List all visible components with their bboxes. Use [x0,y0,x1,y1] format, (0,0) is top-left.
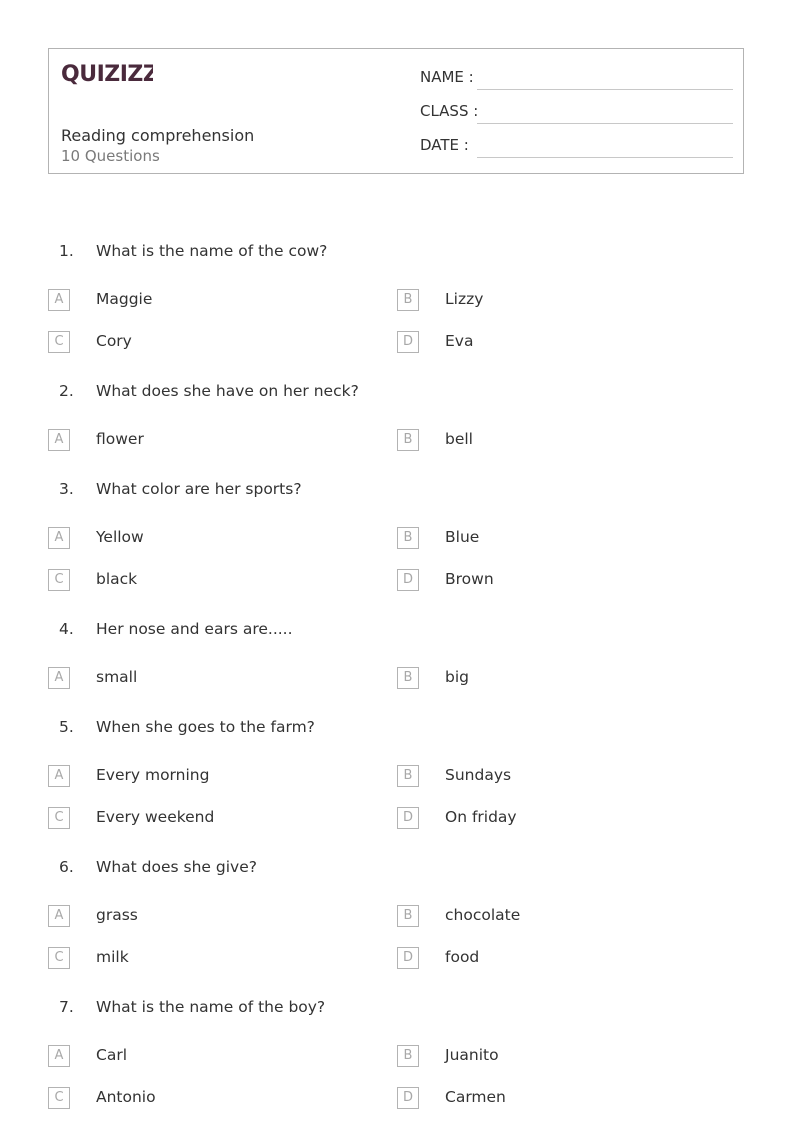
question-6 [0,858,794,882]
question-number: 7. [59,998,74,1016]
option-letter-box: A [48,429,70,451]
option-text: Lizzy [445,290,484,308]
option-letter-box: C [48,807,70,829]
q6-option-a[interactable] [48,905,368,929]
q7-option-b[interactable] [397,1045,717,1069]
option-text: bell [445,430,473,448]
option-text: Every weekend [96,808,215,826]
question-number: 5. [59,718,74,736]
question-text: What does she have on her neck? [96,382,359,400]
option-letter-box: B [397,1045,419,1067]
option-text: Every morning [96,766,210,784]
option-text: Blue [445,528,480,546]
date-label: DATE : [420,136,469,154]
q3-option-b[interactable] [397,527,717,551]
option-letter-box: B [397,429,419,451]
option-text: flower [96,430,144,448]
option-letter-box: D [397,1087,419,1109]
question-text: What is the name of the boy? [96,998,326,1016]
q2-option-a[interactable] [48,429,368,453]
option-text: Brown [445,570,494,588]
option-text: Juanito [445,1046,499,1064]
question-number: 4. [59,620,74,638]
question-2 [0,382,794,406]
name-line[interactable] [477,89,733,90]
q6-option-b[interactable] [397,905,717,929]
option-letter-box: A [48,1045,70,1067]
option-text: Antonio [96,1088,156,1106]
q1-option-c[interactable] [48,331,368,355]
option-letter-box: D [397,569,419,591]
worksheet-title: Reading comprehension [61,126,255,145]
date-line[interactable] [477,157,733,158]
option-letter-box: C [48,331,70,353]
question-text: When she goes to the farm? [96,718,315,736]
q3-option-a[interactable] [48,527,368,551]
question-text: What is the name of the cow? [96,242,328,260]
option-text: black [96,570,138,588]
question-count: 10 Questions [61,147,160,165]
option-text: On friday [445,808,517,826]
question-text: What color are her sports? [96,480,302,498]
question-text: Her nose and ears are..... [96,620,293,638]
q2-option-b[interactable] [397,429,717,453]
option-letter-box: C [48,569,70,591]
option-letter-box: C [48,1087,70,1109]
option-text: small [96,668,138,686]
question-number: 1. [59,242,74,260]
option-letter-box: A [48,905,70,927]
worksheet-header [48,48,744,174]
option-text: food [445,948,480,966]
q7-option-c[interactable] [48,1087,368,1111]
q4-option-b[interactable] [397,667,717,691]
option-letter-box: B [397,289,419,311]
option-letter-box: A [48,765,70,787]
option-letter-box: B [397,905,419,927]
class-label: CLASS : [420,102,479,120]
q7-option-d[interactable] [397,1087,717,1111]
option-text: chocolate [445,906,521,924]
option-letter-box: B [397,765,419,787]
option-text: milk [96,948,129,966]
q3-option-c[interactable] [48,569,368,593]
class-line[interactable] [477,123,733,124]
question-1 [0,242,794,266]
quizizz-logo-mark [61,58,153,88]
q1-option-b[interactable] [397,289,717,313]
question-number: 2. [59,382,74,400]
option-letter-box: A [48,667,70,689]
option-letter-box: C [48,947,70,969]
option-text: Cory [96,332,132,350]
q1-option-a[interactable] [48,289,368,313]
option-text: Yellow [96,528,144,546]
question-number: 3. [59,480,74,498]
option-text: Eva [445,332,474,350]
q7-option-a[interactable] [48,1045,368,1069]
q5-option-d[interactable] [397,807,717,831]
q5-option-a[interactable] [48,765,368,789]
option-text: big [445,668,469,686]
q5-option-c[interactable] [48,807,368,831]
option-text: grass [96,906,138,924]
option-letter-box: D [397,807,419,829]
quizizz-logo [61,58,153,92]
option-letter-box: A [48,289,70,311]
question-number: 6. [59,858,74,876]
option-letter-box: B [397,667,419,689]
name-label: NAME : [420,68,474,86]
option-text: Carl [96,1046,127,1064]
option-letter-box: D [397,947,419,969]
question-5 [0,718,794,742]
question-4 [0,620,794,644]
option-text: Sundays [445,766,512,784]
question-3 [0,480,794,504]
q3-option-d[interactable] [397,569,717,593]
option-letter-box: B [397,527,419,549]
q6-option-c[interactable] [48,947,368,971]
q1-option-d[interactable] [397,331,717,355]
q6-option-d[interactable] [397,947,717,971]
q4-option-a[interactable] [48,667,368,691]
question-7 [0,998,794,1022]
question-text: What does she give? [96,858,257,876]
option-letter-box: A [48,527,70,549]
option-letter-box: D [397,331,419,353]
option-text: Carmen [445,1088,506,1106]
svg-text:QUIZIZZ: QUIZIZZ [61,62,153,87]
option-text: Maggie [96,290,153,308]
q5-option-b[interactable] [397,765,717,789]
